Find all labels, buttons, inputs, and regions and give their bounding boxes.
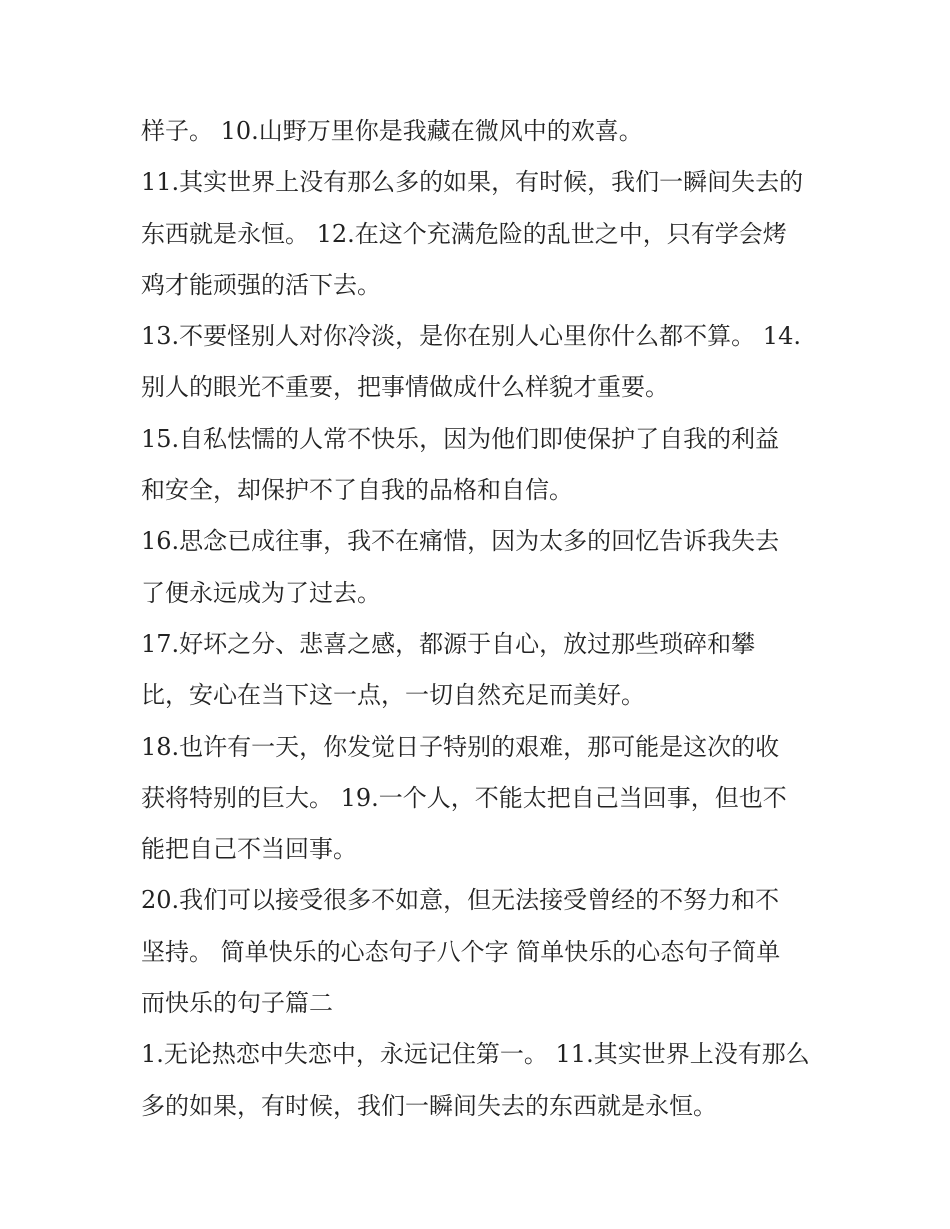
text-line: 比，安心在当下这一点，一切自然充足而美好。 (141, 681, 645, 710)
text-line: 坚持。 简单快乐的心态句子八个字 简单快乐的心态句子简单 (141, 937, 781, 966)
text-line: 11.其实世界上没有那么多的如果，有时候，我们一瞬间失去的 (141, 168, 804, 197)
text-line: 17.好坏之分、悲喜之感，都源于自心，放过那些琐碎和攀 (141, 629, 756, 658)
text-line: 和安全，却保护不了自我的品格和自信。 (141, 476, 573, 505)
text-line: 1.无论热恋中失恋中，永远记住第一。 11.其实世界上没有那么 (141, 1040, 810, 1069)
text-line: 获将特别的巨大。 19.一个人，不能太把自己当回事，但也不 (141, 783, 787, 812)
text-line: 东西就是永恒。 12.在这个充满危险的乱世之中，只有学会烤 (141, 219, 787, 248)
text-line: 16.思念已成往事，我不在痛惜，因为太多的回忆告诉我失去 (141, 527, 780, 556)
text-line: 能把自己不当回事。 (141, 835, 357, 864)
text-line: 鸡才能顽强的活下去。 (141, 270, 381, 299)
text-line: 别人的眼光不重要，把事情做成什么样貌才重要。 (141, 373, 669, 402)
text-line: 多的如果，有时候，我们一瞬间失去的东西就是永恒。 (141, 1091, 717, 1120)
text-line: 20.我们可以接受很多不如意，但无法接受曾经的不努力和不 (141, 886, 780, 915)
document-body (141, 106, 821, 1132)
text-line: 15.自私怯懦的人常不快乐，因为他们即使保护了自我的利益 (141, 424, 780, 453)
text-line: 而快乐的句子篇二 (141, 989, 333, 1018)
text-line: 18.也许有一天，你发觉日子特别的艰难，那可能是这次的收 (141, 732, 780, 761)
text-line: 13.不要怪别人对你冷淡，是你在别人心里你什么都不算。 14. (141, 322, 801, 351)
text-line: 了便永远成为了过去。 (141, 578, 381, 607)
text-line: 样子。 10.山野万里你是我藏在微风中的欢喜。 (141, 117, 643, 145)
